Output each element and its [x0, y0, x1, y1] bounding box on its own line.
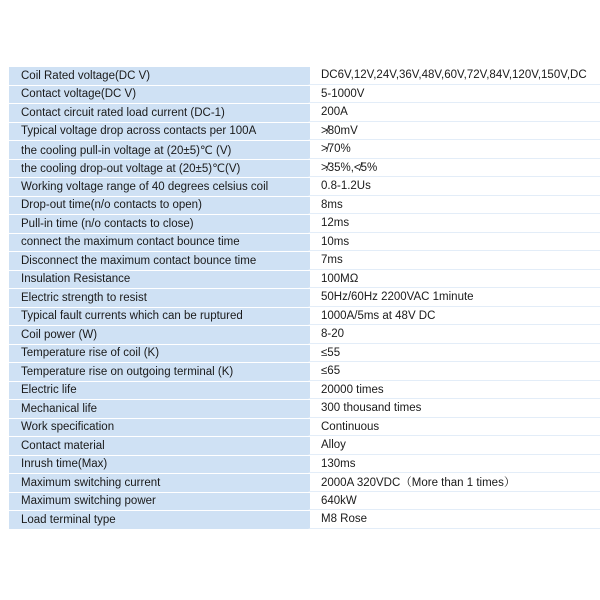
table-row	[9, 104, 600, 122]
table-row	[9, 400, 600, 418]
row-value: 100MΩ	[308, 271, 600, 289]
row-value: Alloy	[308, 437, 600, 455]
row-value: 2000A 320VDC（More than 1 times）	[308, 474, 600, 492]
row-label: Electric strength to resist	[9, 289, 308, 307]
row-value: 7ms	[308, 252, 600, 270]
row-label: Contact circuit rated load current (DC-1)	[9, 104, 308, 122]
row-value: 1000A/5ms at 48V DC	[308, 308, 600, 326]
row-value: 5-1000V	[308, 86, 600, 104]
row-label: Contact material	[9, 437, 308, 455]
table-row	[9, 289, 600, 307]
table-row	[9, 86, 600, 104]
row-value: 640kW	[308, 493, 600, 511]
table-row	[9, 345, 600, 363]
table-row	[9, 178, 600, 196]
row-label: Temperature rise of coil (K)	[9, 345, 308, 363]
row-value: 8ms	[308, 197, 600, 215]
table-row	[9, 511, 600, 529]
table-row	[9, 308, 600, 326]
row-value: 50Hz/60Hz 2200VAC 1minute	[308, 289, 600, 307]
table-row	[9, 141, 600, 159]
table-row	[9, 474, 600, 492]
row-label: the cooling pull-in voltage at (20±5)℃ (V)	[9, 141, 308, 159]
row-label: Mechanical life	[9, 400, 308, 418]
row-label: Coil Rated voltage(DC V)	[9, 67, 308, 85]
table-row	[9, 363, 600, 381]
row-label: Pull-in time (n/o contacts to close)	[9, 215, 308, 233]
row-label: Maximum switching current	[9, 474, 308, 492]
row-value: 200A	[308, 104, 600, 122]
table-row	[9, 197, 600, 215]
row-label: Inrush time(Max)	[9, 456, 308, 474]
row-label: the cooling drop-out voltage at (20±5)℃(V)	[9, 160, 308, 178]
row-value: 130ms	[308, 456, 600, 474]
table-row	[9, 326, 600, 344]
row-label: connect the maximum contact bounce time	[9, 234, 308, 252]
table-row	[9, 215, 600, 233]
row-label: Working voltage range of 40 degrees celsius coil	[9, 178, 308, 196]
row-value: M8 Rose	[308, 511, 600, 529]
table-row	[9, 67, 600, 85]
table-row	[9, 234, 600, 252]
table-row	[9, 493, 600, 511]
row-value: DC6V,12V,24V,36V,48V,60V,72V,84V,120V,150V,DC	[308, 67, 600, 85]
row-value: ≤55	[308, 345, 600, 363]
table-row	[9, 456, 600, 474]
row-label: Temperature rise on outgoing terminal (K)	[9, 363, 308, 381]
row-value: 20000 times	[308, 382, 600, 400]
row-label: Maximum switching power	[9, 493, 308, 511]
row-label: Work specification	[9, 419, 308, 437]
table-row	[9, 382, 600, 400]
row-value: 8-20	[308, 326, 600, 344]
row-label: Insulation Resistance	[9, 271, 308, 289]
row-label: Typical voltage drop across contacts per 100A	[9, 123, 308, 141]
row-label: Disconnect the maximum contact bounce time	[9, 252, 308, 270]
spec-table	[9, 67, 600, 530]
table-row	[9, 160, 600, 178]
table-row	[9, 419, 600, 437]
row-value: 12ms	[308, 215, 600, 233]
row-value: Continuous	[308, 419, 600, 437]
table-row	[9, 252, 600, 270]
row-value: ≯80mV	[308, 123, 600, 141]
row-value: 300 thousand times	[308, 400, 600, 418]
row-label: Contact voltage(DC V)	[9, 86, 308, 104]
row-label: Drop-out time(n/o contacts to open)	[9, 197, 308, 215]
row-value: ≯70%	[308, 141, 600, 159]
row-label: Load terminal type	[9, 511, 308, 529]
table-row	[9, 271, 600, 289]
row-value: ≯35%,≮5%	[308, 160, 600, 178]
row-label: Electric life	[9, 382, 308, 400]
table-row	[9, 437, 600, 455]
row-value: ≤65	[308, 363, 600, 381]
row-value: 0.8-1.2Us	[308, 178, 600, 196]
row-label: Coil power (W)	[9, 326, 308, 344]
row-value: 10ms	[308, 234, 600, 252]
table-row	[9, 123, 600, 141]
row-label: Typical fault currents which can be ruptured	[9, 308, 308, 326]
